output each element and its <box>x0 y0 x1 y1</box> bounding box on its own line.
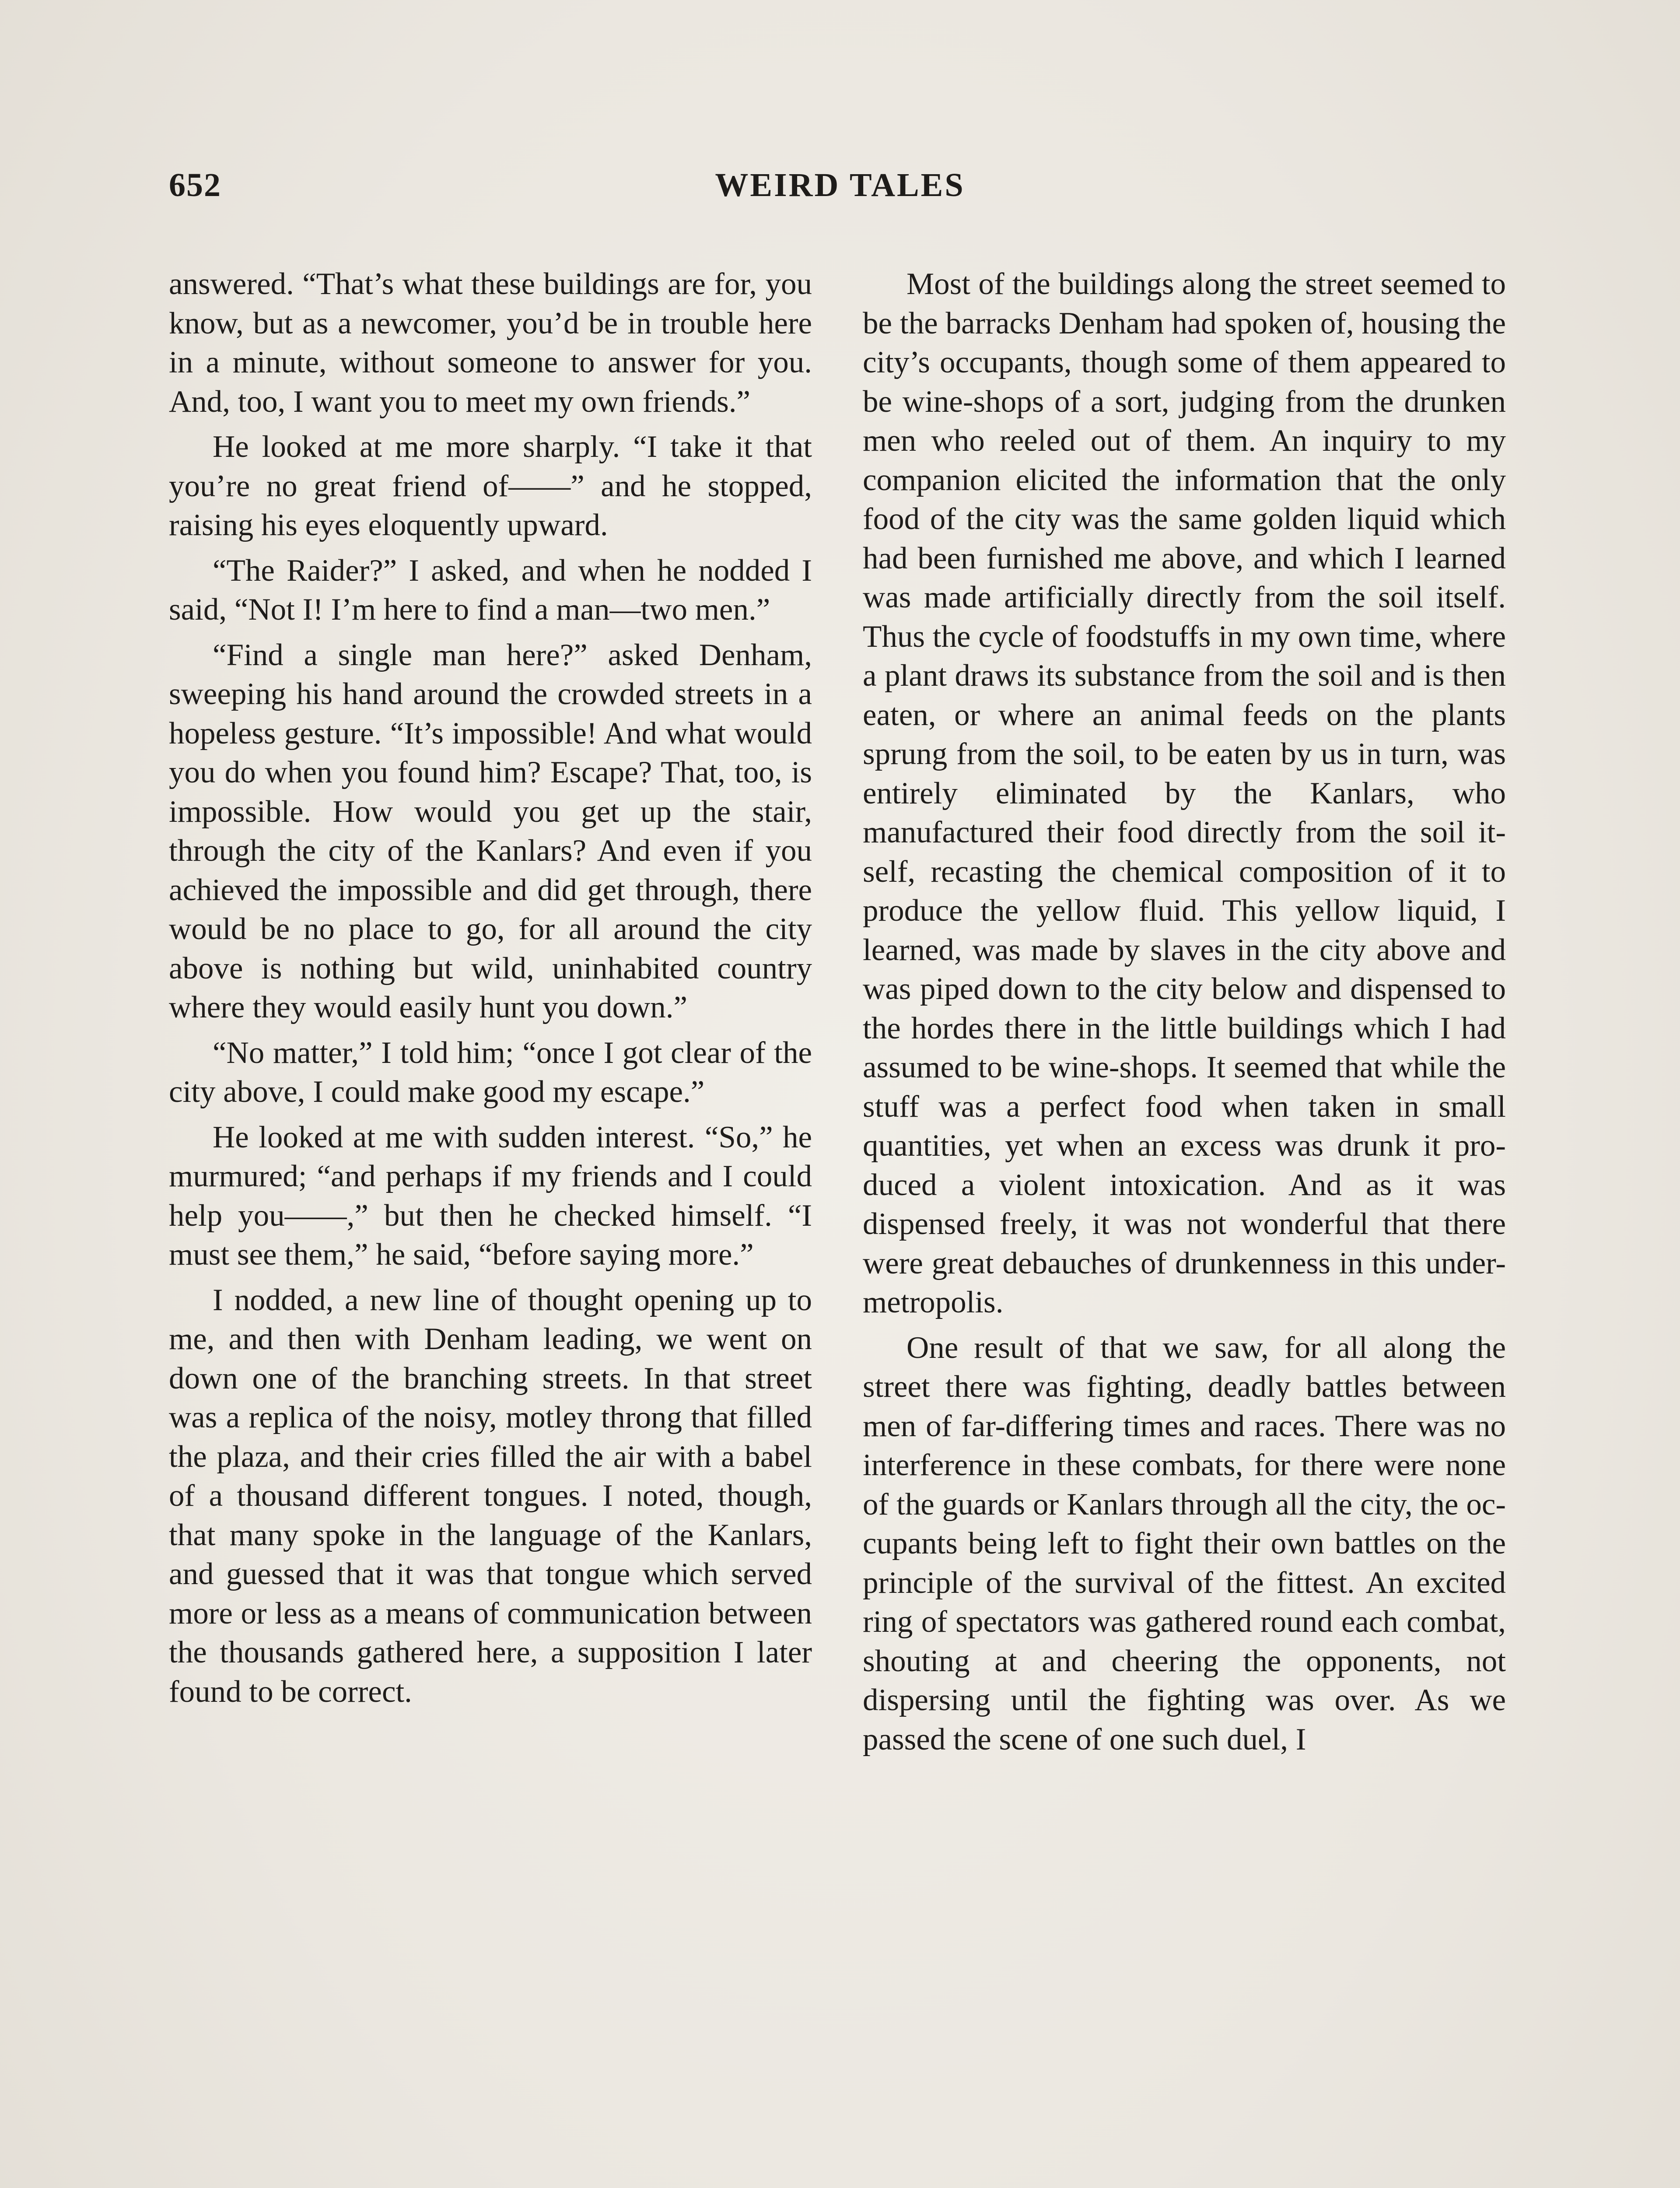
paragraph: One result of that we saw, for all along the street there was fighting, deadly battles between men of far-differing times and races. There was no interference in these combats, for there were none of the guards or Kanlars through all the city, the occupants being left to fight their own battles on the principle of the survival of the fittest. An excited ring of spectators was gathered round each combat, shouting at and cheering the opponents, not dispersing until the fighting was over. As we passed the scene of one such duel, I <box>863 1330 1506 1757</box>
paragraph: answered. “That’s what these buildings are for, you know, but as a newcomer, you’d be in trouble here in a minute, without someone to answer for you. And, too, I want you to meet my own friends.” <box>169 267 812 419</box>
page-number: 652 <box>169 167 221 203</box>
right-column <box>863 265 1506 1765</box>
paragraph: “No matter,” I told him; “once I got clear of the city above, I could make good my escape.” <box>169 1035 812 1109</box>
paragraph: He looked at me with sudden interest. “So,” he murmured; “and perhaps if my friends and I could help you——,” but then he checked himself. “I must see them,” he said, “before saying more.” <box>169 1120 812 1272</box>
paragraph: Most of the buildings along the street seemed to be the barracks Denham had spoken of, housing the city’s occupants, though some of them appeared to be wine-shops of a sort, judging from the drunken men who reeled out of them. An inquiry to my companion elicited the information that the only food of the city was the same golden liquid which had been furnished me above, and which I learned was made artificially directly from the soil itself. Thus the cycle of foodstuffs in my own time, where a plant draws its substance from the soil and is then eaten, or where an animal feeds on the plants sprung from the soil, to be eaten by us in turn, was entirely eliminated by the Kanlars, who manufactured their food directly from the soil itself, recasting the chemical composition of it to produce the yellow fluid. This yellow liquid, I learned, was made by slaves in the city above and was piped down to the city below and dispensed to the hordes there in the little buildings which I had assumed to be wine-shops. It seemed that while the stuff was a perfect food when taken in small quantities, yet when an excess was drunk it produced a violent intoxication. And as it was dispensed freely, it was not wonderful that there were great debauches of drunkenness in this under-metropolis. <box>863 267 1506 1319</box>
page-header <box>169 166 1511 214</box>
paragraph: “The Raider?” I asked, and when he nodded I said, “Not I! I’m here to find a man—two men.” <box>169 553 812 627</box>
running-title: WEIRD TALES <box>715 167 965 203</box>
paragraph: He looked at me more sharply. “I take it that you’re no great friend of——” and he stopped, raising his eyes eloquently upward. <box>169 430 812 542</box>
left-column <box>169 265 812 1718</box>
paragraph: I nodded, a new line of thought opening up to me, and then with Denham leading, we went on down one of the branching streets. In that street was a replica of the noisy, motley throng that filled the plaza, and their cries filled the air with a babel of a thousand different tongues. I noted, though, that many spoke in the language of the Kanlars, and guessed that it was that tongue which served more or less as a means of communication between the thousands gathered here, a supposition I later found to be correct. <box>169 1283 812 1709</box>
paragraph: “Find a single man here?” asked Denham, sweeping his hand around the crowded streets in a hopeless gesture. “It’s impossible! And what would you do when you found him? Escape? That, too, is impossible. How would you get up the stair, through the city of the Kanlars? And even if you achieved the impossible and did get through, there would be no place to go, for all around the city above is nothing but wild, uninhabited country where they would easily hunt you down.” <box>169 638 812 1024</box>
